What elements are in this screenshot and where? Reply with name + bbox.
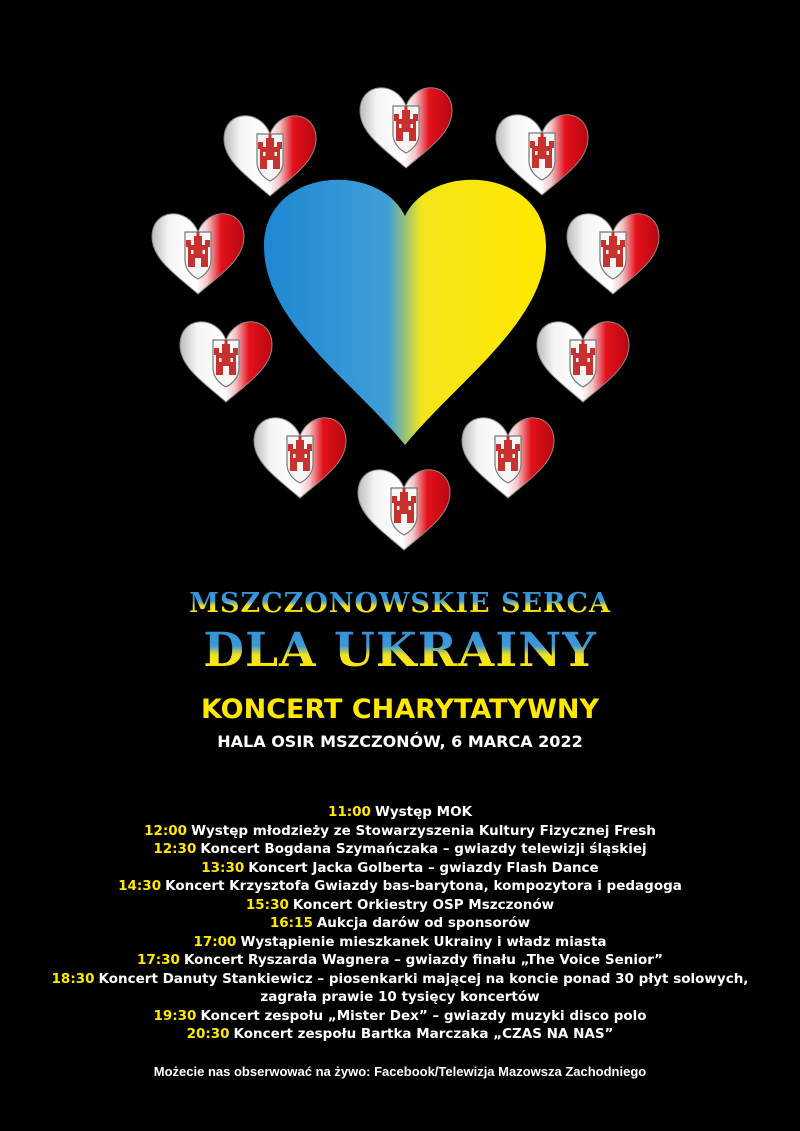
coat-of-arms-heart-icon	[224, 116, 316, 196]
schedule-time: 11:00	[327, 804, 371, 820]
subtitle: KONCERT CHARYTATYWNY	[200, 694, 600, 725]
schedule-item	[20, 803, 780, 822]
schedule-item-continuation	[20, 988, 780, 1007]
schedule-item	[20, 951, 780, 970]
schedule-item	[20, 877, 780, 896]
schedule-time: 13:30	[201, 859, 245, 876]
schedule-text: Występ młodzieży ze Stowarzyszenia Kultury Fizycznej Fresh	[191, 822, 656, 839]
ukraine-heart-icon	[264, 180, 546, 445]
event-location-date: HALA OSIR MSZCZONÓW, 6 MARCA 2022	[217, 732, 583, 751]
schedule-item	[20, 896, 780, 915]
schedule-text: Koncert Danuty Stankiewicz – piosenkarki mającej na koncie ponad 30 płyt solowych,	[98, 970, 749, 987]
coat-of-arms-heart-icon	[180, 322, 272, 402]
schedule-time: 14:30	[118, 878, 162, 894]
schedule-time: 12:30	[153, 841, 197, 857]
coat-of-arms-heart-icon	[152, 214, 244, 294]
schedule-text: Koncert Ryszarda Wagnera – gwiazdy finału „The Voice Senior”	[183, 952, 664, 968]
schedule-text: Koncert Bogdana Szymańczaka – gwiazdy telewizji śląskiej	[200, 841, 647, 857]
schedule-list	[20, 803, 780, 1044]
schedule-time: 16:15	[269, 915, 313, 931]
schedule-text: Aukcja darów od sponsorów	[316, 915, 531, 931]
schedule-text: Występ MOK	[374, 804, 473, 820]
schedule-time: 18:30	[51, 970, 95, 987]
footer-note: Możecie nas obserwować na żywo: Facebook/Telewizja Mazowsza Zachodniego	[153, 1064, 647, 1079]
coat-of-arms-heart-icon	[537, 322, 629, 402]
schedule-item	[20, 822, 780, 841]
coat-of-arms-heart-icon	[360, 88, 452, 168]
schedule-text: Koncert zespołu „Mister Dex” – gwiazdy muzyki disco polo	[200, 1007, 647, 1024]
coat-of-arms-heart-icon	[358, 470, 450, 550]
schedule-item	[20, 933, 780, 952]
coat-of-arms-heart-icon	[254, 418, 346, 498]
schedule-item	[20, 1025, 780, 1044]
title-line-2: DLA UKRAINY	[0, 623, 800, 678]
schedule-text: Koncert Jacka Golberta – gwiazdy Flash Dance	[248, 859, 599, 876]
schedule-text: Wystąpienie mieszkanek Ukrainy i władz miasta	[240, 933, 607, 950]
schedule-time: 17:00	[193, 933, 237, 950]
schedule-item	[20, 1007, 780, 1026]
schedule-time: 20:30	[186, 1026, 230, 1042]
schedule-item	[20, 914, 780, 933]
schedule-text: Koncert Orkiestry OSP Mszczonów	[292, 896, 555, 913]
schedule-time: 15:30	[245, 896, 289, 913]
schedule-item	[20, 970, 780, 989]
schedule-item	[20, 859, 780, 878]
title-line-1: MSZCZONOWSKIE SERCA	[0, 588, 800, 619]
schedule-item	[20, 840, 780, 859]
schedule-time: 17:30	[136, 952, 180, 968]
schedule-time: 12:00	[144, 822, 188, 839]
schedule-time: 19:30	[153, 1007, 197, 1024]
schedule-text: zagrała prawie 10 tysięcy koncertów	[260, 989, 540, 1005]
coat-of-arms-heart-icon	[496, 115, 588, 195]
schedule-text: Koncert Krzysztofa Gwiazdy bas-barytona, kompozytora i pedagoga	[165, 878, 682, 894]
coat-of-arms-heart-icon	[567, 214, 659, 294]
schedule-text: Koncert zespołu Bartka Marczaka „CZAS NA NAS”	[233, 1026, 614, 1042]
coat-of-arms-heart-icon	[462, 418, 554, 498]
